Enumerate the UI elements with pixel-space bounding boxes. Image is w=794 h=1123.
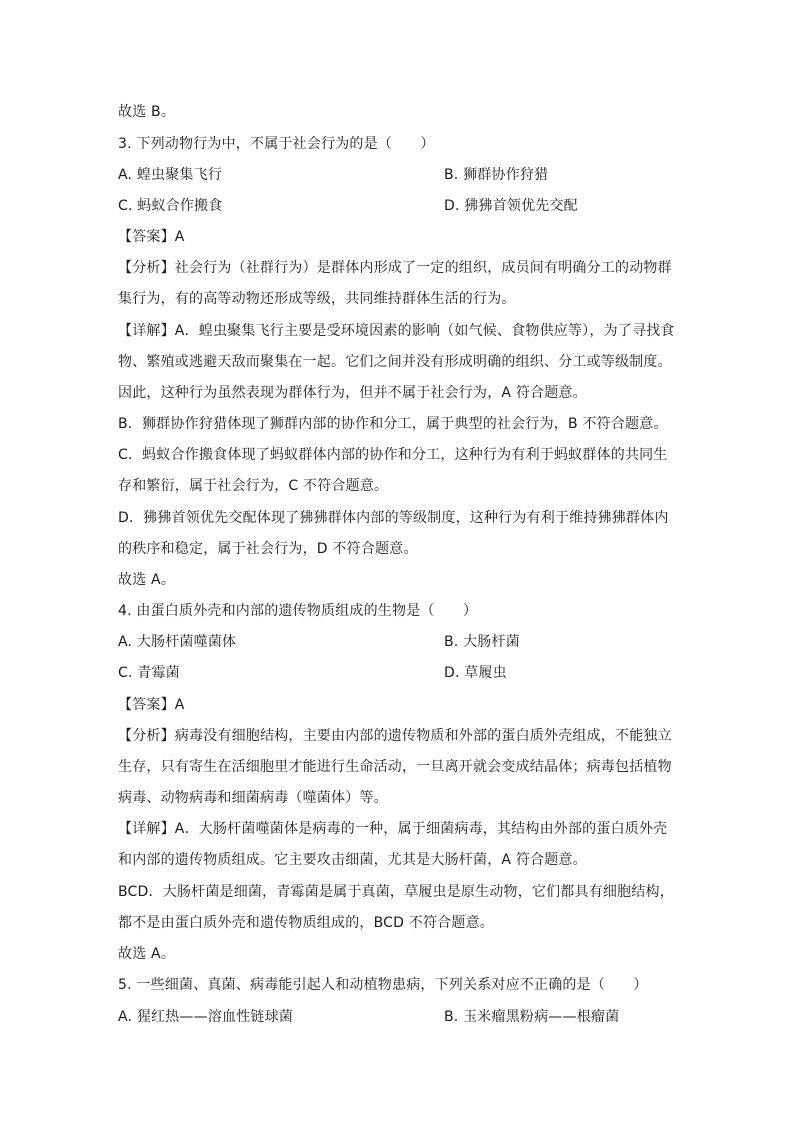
conclusion-q2: 故选 B。 [118, 104, 176, 120]
question-4-option-b: B. 大肠杆菌 [444, 634, 520, 650]
question-4-stem: 4. 由蛋白质外壳和内部的遗传物质组成的生物是（ ） [118, 603, 478, 619]
question-4-analysis-line: 【分析】病毒没有细胞结构，主要由内部的遗传物质和外部的蛋白质外壳组成，不能独立 [118, 728, 672, 744]
question-5-option-b: B. 玉米瘤黑粉病——根瘤菌 [444, 1009, 620, 1025]
question-3-detail-line: 的秩序和稳定，属于社会行为，D 不符合题意。 [118, 541, 418, 557]
question-4-detail-line: 都不是由蛋白质外壳和遗传物质组成的，BCD 不符合题意。 [118, 915, 494, 931]
question-5-stem: 5. 一些细菌、真菌、病毒能引起人和动植物患病，下列关系对应不正确的是（ ） [118, 977, 648, 993]
question-3-analysis-line: 集行为，有的高等动物还形成等级，共同维持群体生活的行为。 [118, 291, 516, 307]
question-4-detail-line: 和内部的遗传物质组成。它主要攻击细菌，尤其是大肠杆菌，A 符合题意。 [118, 852, 587, 868]
question-3-option-d: D. 狒狒首领优先交配 [444, 198, 578, 214]
question-4-detail-line: 【详解】A．大肠杆菌噬菌体是病毒的一种，属于细菌病毒，其结构由外部的蛋白质外壳 [118, 821, 668, 837]
question-3-option-a: A. 蝗虫聚集飞行 [118, 167, 223, 183]
question-4-analysis-line: 病毒、动物病毒和细菌病毒（噬菌体）等。 [118, 790, 388, 806]
question-4-answer: 【答案】A [118, 697, 185, 713]
question-3-analysis-line: 【分析】社会行为（社群行为）是群体内形成了一定的组织，成员间有明确分工的动物群 [118, 260, 672, 276]
question-3-option-b: B. 狮群协作狩猎 [444, 167, 549, 183]
question-4-option-d: D. 草履虫 [444, 665, 507, 681]
question-3-detail-line: 存和繁衍，属于社会行为，C 不符合题意。 [118, 478, 389, 494]
question-3-option-c: C. 蚂蚁合作搬食 [118, 198, 223, 214]
question-3-answer: 【答案】A [118, 229, 185, 245]
question-3-detail-line: 因此，这种行为虽然表现为群体行为，但并不属于社会行为，A 符合题意。 [118, 385, 587, 401]
question-3-detail-line: 【详解】A．蝗虫聚集飞行主要是受环境因素的影响（如气候、食物供应等），为了寻找食 [118, 323, 675, 339]
question-4-detail-line: BCD．大肠杆菌是细菌，青霉菌是属于真菌，草履虫是原生动物，它们都具有细胞结构， [118, 884, 674, 900]
question-4-option-c: C. 青霉菌 [118, 665, 180, 681]
question-4-analysis-line: 生存，只有寄生在活细胞里才能进行生命活动，一旦离开就会变成结晶体；病毒包括植物 [118, 759, 672, 775]
question-4-conclusion: 故选 A。 [118, 946, 176, 962]
question-3-conclusion: 故选 A。 [118, 572, 176, 588]
question-3-detail-line: B．狮群协作狩猎体现了狮群内部的协作和分工，属于典型的社会行为，B 不符合题意。 [118, 416, 668, 432]
question-3-detail-line: C．蚂蚁合作搬食体现了蚂蚁群体内部的协作和分工，这种行为有利于蚂蚁群体的共同生 [118, 447, 668, 463]
question-3-stem: 3. 下列动物行为中，不属于社会行为的是（ ） [118, 136, 435, 152]
question-4-option-a: A. 大肠杆菌噬菌体 [118, 634, 237, 650]
question-3-detail-line: D．狒狒首领优先交配体现了狒狒群体内部的等级制度，这种行为有利于维持狒狒群体内 [118, 510, 669, 526]
question-5-option-a: A. 猩红热——溶血性链球菌 [118, 1009, 294, 1025]
question-3-detail-line: 物、繁殖或逃避天敌而聚集在一起。它们之间并没有形成明确的组织、分工或等级制度。 [118, 354, 672, 370]
